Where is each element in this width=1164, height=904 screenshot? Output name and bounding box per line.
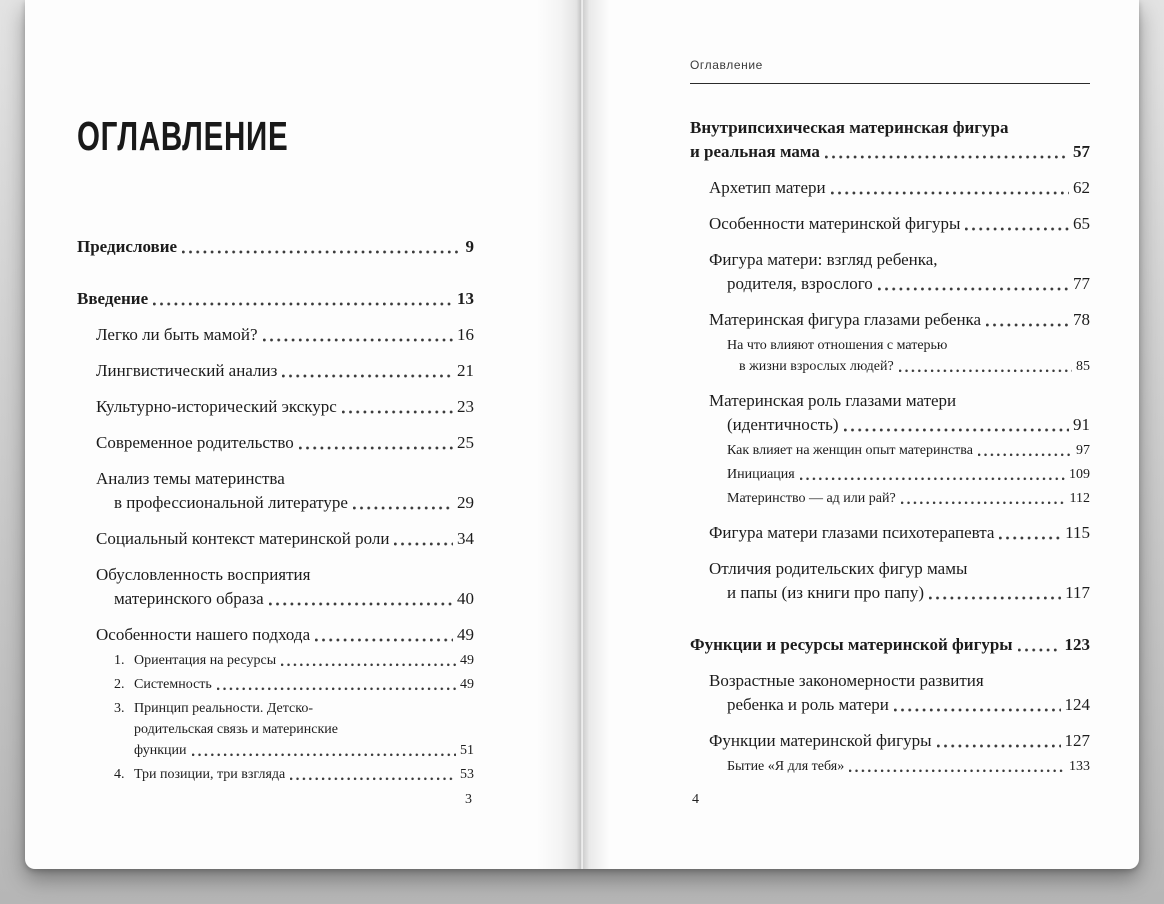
dot-leader <box>299 446 453 450</box>
toc-entry-lastline <box>727 440 1090 461</box>
toc-entry-body <box>709 389 1090 437</box>
toc-entry-lastline <box>96 431 474 455</box>
toc-entry <box>114 650 474 671</box>
toc-entry-marker: 2. <box>114 677 125 692</box>
toc-entry-lastline <box>96 587 474 611</box>
toc-entry <box>709 557 1090 605</box>
dot-leader <box>901 501 1066 505</box>
dot-leader <box>342 410 453 414</box>
dot-leader <box>844 428 1069 432</box>
toc-entry-line: Обусловленность восприятия <box>96 565 311 584</box>
toc-entry-lastline <box>96 527 474 551</box>
toc-entry-marker: 1. <box>114 653 125 668</box>
toc-entry <box>727 464 1090 485</box>
toc-entry <box>114 698 474 761</box>
toc-entry-pagenum: 123 <box>1064 635 1090 654</box>
toc-entry-label: Фигура матери глазами психотерапевта <box>709 523 995 542</box>
dot-leader <box>192 753 457 757</box>
toc-entry-lastline <box>96 395 474 419</box>
page-title: ОГЛАВЛЕНИЕ <box>77 113 289 159</box>
toc-entry-label: Как влияет на женщин опыт материнства <box>727 443 973 458</box>
toc-entry-line: Фигура матери: взгляд ребенка, <box>709 250 938 269</box>
toc-entry-body <box>727 335 1090 377</box>
toc-entry-label: Легко ли быть мамой? <box>96 325 258 344</box>
toc-entry <box>709 248 1090 296</box>
toc-entry-lastline <box>96 491 474 515</box>
toc-entry-label: Особенности материнской фигуры <box>709 214 961 233</box>
toc-entry-label: Три позиции, три взгляда <box>134 767 286 782</box>
toc-entry-lastline <box>709 693 1090 717</box>
toc-entry-pagenum: 51 <box>460 743 474 758</box>
toc-entry-lastline <box>690 633 1090 657</box>
toc-entry-label: и реальная мама <box>690 142 820 161</box>
toc-entry <box>77 287 474 311</box>
toc-entry-pagenum: 133 <box>1069 759 1090 774</box>
dot-leader <box>281 663 456 667</box>
toc-entry-body <box>134 650 474 671</box>
toc-entry-label: Особенности нашего подхода <box>96 625 311 644</box>
toc-entry-body <box>709 729 1090 753</box>
toc-entry-body <box>96 395 474 419</box>
running-header: Оглавление <box>690 58 1090 84</box>
dot-leader <box>878 287 1069 291</box>
toc-entry <box>114 674 474 695</box>
toc-entry-label: в жизни взрослых людей? <box>739 359 894 374</box>
toc-entry-pagenum: 124 <box>1064 695 1090 714</box>
dot-leader <box>999 536 1061 540</box>
dot-leader <box>978 453 1072 457</box>
toc-entry-line: Принцип реальности. Детско- <box>134 701 314 716</box>
toc-entry-label: Культурно-исторический экскурс <box>96 397 337 416</box>
toc-entry-body <box>134 764 474 785</box>
dot-leader <box>894 708 1061 712</box>
dot-leader <box>899 369 1072 373</box>
toc-entry <box>727 440 1090 461</box>
book-spread <box>25 0 1139 869</box>
toc-entry-label: функции <box>134 743 187 758</box>
toc-entry-lastline <box>690 140 1090 164</box>
dot-leader <box>263 338 454 342</box>
toc-entry-label: Введение <box>77 289 149 308</box>
toc-entry-body <box>96 623 474 647</box>
toc-entry-label: Архетип матери <box>709 178 826 197</box>
toc-entry-pagenum: 49 <box>460 677 474 692</box>
toc-entry-label: Материнская фигура глазами ребенка <box>709 310 982 329</box>
toc-entry-pagenum: 23 <box>457 397 474 416</box>
toc-entry-pagenum: 29 <box>457 493 474 512</box>
toc-entry-label: Функции и ресурсы материнской фигуры <box>690 635 1013 654</box>
toc-entry-line: Материнская роль глазами матери <box>709 391 957 410</box>
toc-entry-label: Ориентация на ресурсы <box>134 653 277 668</box>
toc-entry-lastline <box>727 488 1090 509</box>
toc-entry-body <box>709 248 1090 296</box>
toc-entry <box>96 323 474 347</box>
dot-leader <box>282 374 453 378</box>
toc-entry-body <box>727 488 1090 509</box>
toc-entry-pagenum: 21 <box>457 361 474 380</box>
toc-entry-lastline <box>709 521 1090 545</box>
toc-entry-lastline <box>96 323 474 347</box>
toc-entry <box>114 764 474 785</box>
toc-entry-lastline <box>709 176 1090 200</box>
toc-entry <box>96 431 474 455</box>
toc-entry-marker: 4. <box>114 767 125 782</box>
toc-entry-line: Анализ темы материнства <box>96 469 285 488</box>
toc-entry-label: родителя, взрослого <box>727 274 873 293</box>
toc-entry-body <box>727 756 1090 777</box>
toc-entry-pagenum: 112 <box>1069 491 1090 506</box>
toc-entry <box>709 521 1090 545</box>
dot-leader <box>929 596 1061 600</box>
toc-entry <box>727 335 1090 377</box>
toc-entry <box>96 359 474 383</box>
toc-entry-pagenum: 77 <box>1073 274 1090 293</box>
toc-entry <box>727 488 1090 509</box>
toc-entry-lastline <box>709 272 1090 296</box>
running-header-block <box>690 0 1090 84</box>
toc-entry-pagenum: 16 <box>457 325 474 344</box>
toc-entry-pagenum: 25 <box>457 433 474 452</box>
toc-entry <box>727 756 1090 777</box>
dot-leader <box>825 155 1069 159</box>
toc-entry-label: в профессиональной литературе <box>114 493 348 512</box>
toc-entry-pagenum: 91 <box>1073 415 1090 434</box>
toc-entry-lastline <box>709 581 1090 605</box>
toc-entry-label: Инициация <box>727 467 795 482</box>
toc-entry-lastline <box>134 674 474 695</box>
toc-entry-pagenum: 127 <box>1064 731 1090 750</box>
toc-entry-label: Системность <box>134 677 212 692</box>
toc-entry-lastline <box>727 464 1090 485</box>
toc-entry-label: Современное родительство <box>96 433 294 452</box>
toc-entry-lastline <box>709 729 1090 753</box>
toc-entry-pagenum: 65 <box>1073 214 1090 233</box>
toc-entry-label: Функции материнской фигуры <box>709 731 932 750</box>
toc-entry-lastline <box>134 740 474 761</box>
toc-entry-lastline <box>96 359 474 383</box>
toc-entry-line: Возрастные закономерности развития <box>709 671 984 690</box>
left-page <box>25 0 582 869</box>
toc-entry-lastline <box>709 413 1090 437</box>
left-page-content <box>77 0 474 869</box>
toc-entry-body <box>134 698 474 761</box>
toc-entry <box>709 729 1090 753</box>
toc-entry-pagenum: 115 <box>1065 523 1090 542</box>
toc-entry-pagenum: 9 <box>465 237 474 256</box>
toc-entry-body <box>709 669 1090 717</box>
toc-entry-pagenum: 57 <box>1073 142 1090 161</box>
toc-entry <box>96 623 474 647</box>
toc-entry-label: Социальный контекст материнской роли <box>96 529 390 548</box>
toc-entry-label: ребенка и роль матери <box>727 695 889 714</box>
dot-leader <box>182 250 461 254</box>
toc-entry-body <box>690 116 1090 164</box>
toc-entry-pagenum: 49 <box>457 625 474 644</box>
toc-entry-lastline <box>709 212 1090 236</box>
toc-entry-body <box>96 431 474 455</box>
toc-entry-body <box>727 440 1090 461</box>
toc-entry <box>709 212 1090 236</box>
toc-entry-pagenum: 97 <box>1076 443 1090 458</box>
toc-entry <box>96 395 474 419</box>
dot-leader <box>1018 648 1061 652</box>
toc-entry-body <box>77 235 474 259</box>
toc-entry-body <box>134 674 474 695</box>
toc-entry-lastline <box>134 650 474 671</box>
dot-leader <box>315 638 453 642</box>
toc-entry-line: Отличия родительских фигур мамы <box>709 559 968 578</box>
dot-leader <box>800 477 1065 481</box>
toc-entry-body <box>709 308 1090 332</box>
toc-entry-body <box>709 557 1090 605</box>
toc-entry <box>96 563 474 611</box>
dot-leader <box>849 769 1065 773</box>
toc-entry-lastline <box>96 623 474 647</box>
toc-entry <box>709 308 1090 332</box>
toc-entry-lastline <box>134 764 474 785</box>
dot-leader <box>394 542 453 546</box>
toc-entry <box>96 527 474 551</box>
toc-entry-pagenum: 13 <box>457 289 474 308</box>
toc-entry-marker: 3. <box>114 701 125 716</box>
toc-entry-pagenum: 62 <box>1073 178 1090 197</box>
toc-entry-body <box>96 467 474 515</box>
toc-entry-pagenum: 109 <box>1069 467 1090 482</box>
toc-entry-line: родительская связь и материнские <box>134 722 339 737</box>
dot-leader <box>831 191 1069 195</box>
toc-entry-label: Бытие «Я для тебя» <box>727 759 845 774</box>
right-page-content <box>690 0 1090 869</box>
toc-entry-label: Предисловие <box>77 237 178 256</box>
toc-entry-body <box>77 287 474 311</box>
dot-leader <box>153 302 453 306</box>
toc-entry-body <box>709 176 1090 200</box>
toc-entry <box>709 176 1090 200</box>
toc-entry-pagenum: 40 <box>457 589 474 608</box>
toc-entry-label: и папы (из книги про папу) <box>727 583 925 602</box>
folio-left: 3 <box>465 792 472 807</box>
toc-entry-body <box>96 563 474 611</box>
dot-leader <box>269 602 453 606</box>
toc-entry-label: Материнство — ад или рай? <box>727 491 896 506</box>
toc-entry-pagenum: 78 <box>1073 310 1090 329</box>
toc-list-right <box>690 116 1090 777</box>
toc-entry-label: материнского образа <box>114 589 264 608</box>
right-page <box>582 0 1139 869</box>
dot-leader <box>986 323 1069 327</box>
toc-list-left <box>77 235 474 785</box>
toc-entry-body <box>709 521 1090 545</box>
dot-leader <box>217 687 456 691</box>
toc-entry-lastline <box>77 235 474 259</box>
toc-entry-line: На что влияют отношения с матерью <box>727 338 948 353</box>
dot-leader <box>937 744 1061 748</box>
toc-entry-body <box>709 212 1090 236</box>
toc-entry-lastline <box>77 287 474 311</box>
toc-entry-line: Внутрипсихическая материнская фигура <box>690 118 1009 137</box>
folio-right: 4 <box>692 792 699 807</box>
toc-entry <box>709 669 1090 717</box>
toc-entry-lastline <box>727 756 1090 777</box>
toc-entry-lastline <box>727 356 1090 377</box>
toc-entry-pagenum: 49 <box>460 653 474 668</box>
toc-entry-body <box>690 633 1090 657</box>
toc-entry <box>709 389 1090 437</box>
toc-entry-lastline <box>709 308 1090 332</box>
toc-entry-pagenum: 53 <box>460 767 474 782</box>
toc-entry-body <box>96 359 474 383</box>
toc-entry-pagenum: 117 <box>1065 583 1090 602</box>
dot-leader <box>965 227 1069 231</box>
dot-leader <box>290 777 456 781</box>
toc-entry-body <box>727 464 1090 485</box>
toc-entry <box>96 467 474 515</box>
toc-entry <box>690 633 1090 657</box>
toc-entry-body <box>96 323 474 347</box>
toc-entry-label: (идентичность) <box>727 415 839 434</box>
toc-entry-pagenum: 34 <box>457 529 474 548</box>
toc-entry-pagenum: 85 <box>1076 359 1090 374</box>
toc-entry-body <box>96 527 474 551</box>
toc-entry <box>77 235 474 259</box>
toc-entry <box>690 116 1090 164</box>
toc-entry-label: Лингвистический анализ <box>96 361 278 380</box>
dot-leader <box>353 506 453 510</box>
